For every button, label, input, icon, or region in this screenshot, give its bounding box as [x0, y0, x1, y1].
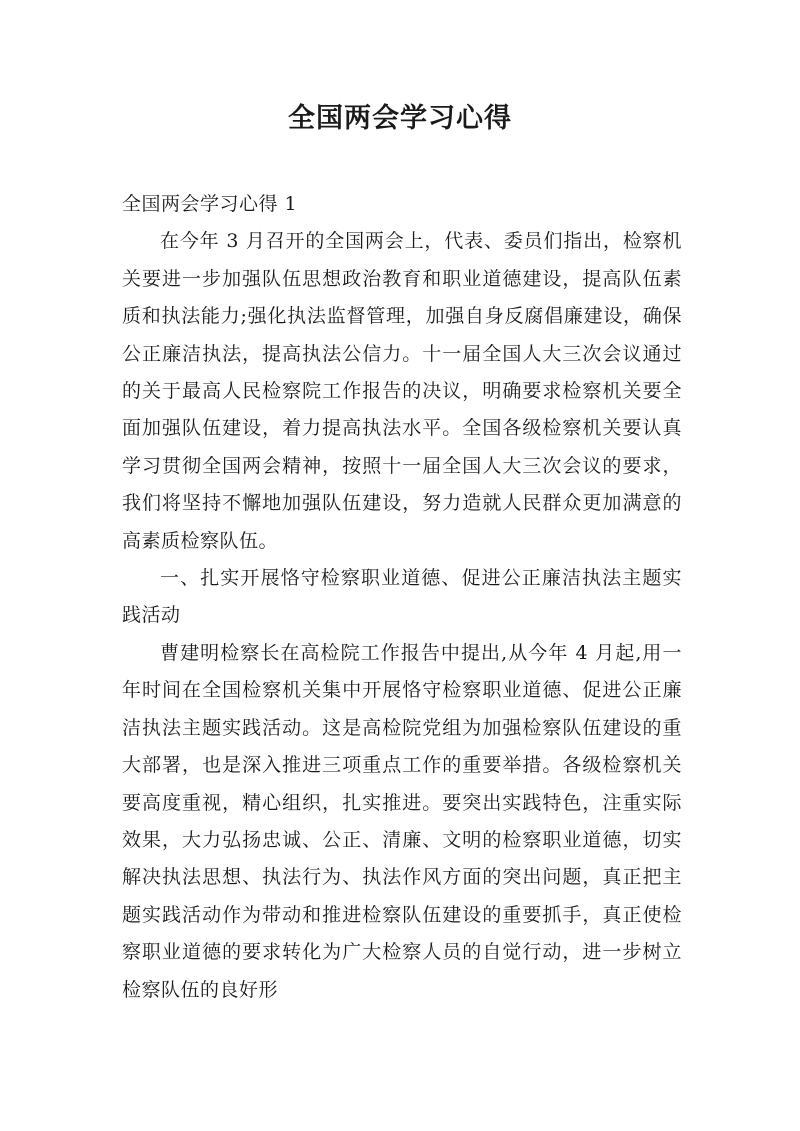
- document-title: 全国两会学习心得: [288, 103, 512, 134]
- document-body: [122, 186, 682, 1009]
- body-paragraph: 在今年 3 月召开的全国两会上，代表、委员们指出，检察机关要进一步加强队伍思想政治教育和职业道德建设，提高队伍素质和执法能力;强化执法监督管理，加强自身反腐倡廉建设，确保公正廉洁执法，提高执法公信力。十一届全国人大三次会议通过的关于最高人民检察院工作报告的决议，明确要求检察机关要全面加强队伍建设，着力提高执法水平。全国各级检察机关要认真学习贯彻全国两会精神，按照十一届全国人大三次会议的要求，我们将坚持不懈地加强队伍建设，努力造就人民群众更加满意的高素质检察队伍。: [122, 230, 682, 552]
- section-heading: 一、扎实开展恪守检察职业道德、促进公正廉洁执法主题实践活动: [122, 567, 682, 627]
- body-paragraph: 曹建明检察长在高检院工作报告中提出,从今年 4 月起,用一年时间在全国检察机关集中开展恪守检察职业道德、促进公正廉洁执法主题实践活动。这是高检院党组为加强检察队伍建设的重大部署，也是深入推进三项重点工作的重要举措。各级检察机关要高度重视，精心组织，扎实推进。要突出实践特色，注重实际效果，大力弘扬忠诚、公正、清廉、文明的检察职业道德，切实解决执法思想、执法行为、执法作风方面的突出问题，真正把主题实践活动作为带动和推进检察队伍建设的重要抓手，真正使检察职业道德的要求转化为广大检察人员的自觉行动，进一步树立检察队伍的良好形: [122, 641, 682, 1001]
- section-subtitle: 全国两会学习心得 1: [122, 193, 298, 215]
